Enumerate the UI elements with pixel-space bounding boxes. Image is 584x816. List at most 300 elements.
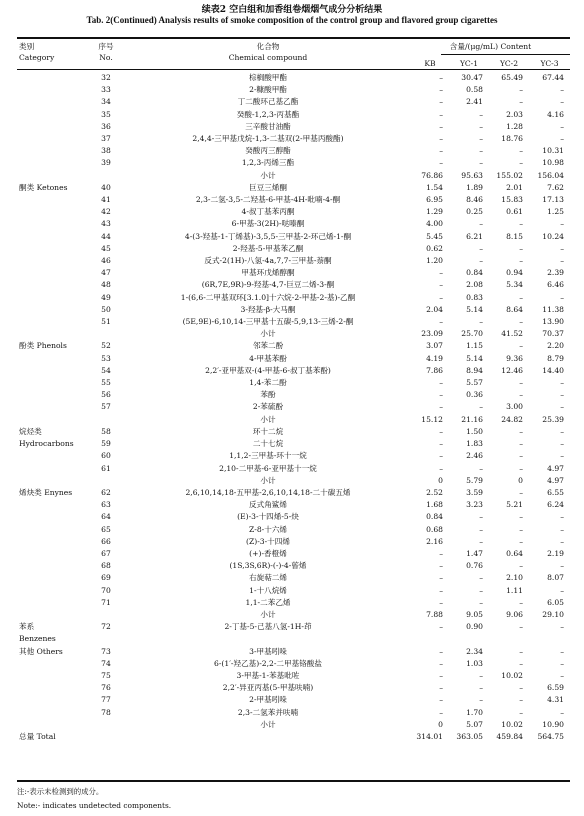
- header-group-kb: KB: [424, 59, 436, 68]
- row-value-yc1: –: [479, 243, 483, 253]
- table-row: [17, 279, 570, 291]
- row-compound: 三辛酸甘油酯: [245, 121, 291, 131]
- row-number: 43: [101, 219, 111, 229]
- row-value-kb: –: [439, 658, 443, 668]
- row-value-kb: –: [439, 146, 443, 156]
- row-compound: 甲基环戊烯醇酮: [241, 268, 295, 278]
- row-value-yc1: 2.34: [466, 646, 483, 656]
- row-compound: 1,1,2-三甲基-环十一烷: [229, 451, 307, 461]
- header-category-cn: 类别: [19, 42, 35, 51]
- row-value-yc2: [489, 633, 529, 645]
- row-compound: 1,2,3-丙烯三酯: [241, 158, 295, 168]
- row-value-yc3: –: [560, 85, 565, 95]
- row-value-kb: 1.20: [426, 256, 443, 266]
- row-value-yc1: 6.21: [466, 231, 483, 241]
- row-compound: Z-8-十六烯: [248, 524, 288, 534]
- row-value-kb: 23.09: [421, 329, 443, 339]
- table-row: [17, 157, 570, 169]
- row-number: 40: [101, 182, 111, 192]
- row-number: [87, 609, 125, 621]
- row-value-yc1: –: [479, 121, 483, 131]
- header-group-yc3: YC-3: [540, 59, 559, 68]
- row-value-yc2: –: [519, 378, 523, 388]
- row-number: 75: [101, 670, 111, 680]
- row-value-kb: 0: [438, 475, 443, 485]
- row-value-kb: –: [439, 439, 443, 449]
- row-value-yc1: 1.89: [466, 182, 483, 192]
- row-category: [17, 145, 87, 157]
- row-category: 酚类 Phenols: [19, 341, 67, 351]
- row-compound: [125, 731, 411, 743]
- header-row-1: [17, 39, 570, 52]
- row-category: [17, 292, 87, 304]
- row-value-yc2: –: [519, 439, 523, 449]
- table-row: [17, 426, 570, 438]
- row-compound: 2,3-二氢苯并呋喃: [237, 707, 299, 717]
- row-category: [17, 707, 87, 719]
- row-value-kb: –: [439, 317, 443, 327]
- row-number: 35: [101, 109, 111, 119]
- row-compound: 反式角鲨烯: [249, 500, 287, 510]
- row-value-yc1: 5.57: [466, 378, 483, 388]
- table-row: [17, 597, 570, 609]
- row-category: [17, 401, 87, 413]
- row-value-yc1: 5.14: [466, 304, 483, 314]
- row-category: [17, 304, 87, 316]
- row-category: [17, 609, 87, 621]
- row-value-kb: 0.62: [426, 243, 443, 253]
- row-compound: 2,2′-亚甲基双-(4-甲基-6-叔丁基苯酚): [205, 365, 331, 375]
- row-value-yc2: –: [519, 85, 523, 95]
- row-number: 69: [101, 573, 111, 583]
- row-value-kb: –: [439, 121, 443, 131]
- row-compound: 2-苯硫酚: [252, 402, 284, 412]
- row-value-yc3: –: [560, 256, 565, 266]
- row-value-yc3: 13.90: [542, 317, 565, 327]
- row-value-yc1: 5.79: [466, 475, 483, 485]
- header-group-yc1: YC-1: [459, 59, 479, 68]
- row-value-yc2: 0: [518, 475, 523, 485]
- row-value-yc3: 8.79: [547, 353, 565, 363]
- row-value-yc3: –: [560, 402, 565, 412]
- table-row: [17, 353, 570, 365]
- row-compound: 癸酸-1,2,3-丙基酯: [236, 109, 300, 119]
- row-value-kb: –: [439, 585, 443, 595]
- table-row: [17, 475, 570, 487]
- row-compound: 2-丁基-5-己基八氢-1H-茚: [224, 622, 312, 632]
- row-category: [17, 585, 87, 597]
- table-row: [17, 670, 570, 682]
- row-value-yc2: –: [519, 683, 523, 693]
- row-number: 71: [101, 597, 111, 607]
- row-value-kb: 314.01: [416, 731, 443, 741]
- row-category: [17, 463, 87, 475]
- row-value-kb: –: [439, 402, 443, 412]
- row-value-yc3: –: [560, 390, 565, 400]
- row-compound: 小计: [260, 609, 276, 619]
- row-category: [17, 499, 87, 511]
- row-value-kb: [411, 633, 449, 645]
- row-value-yc1: 21.16: [461, 414, 483, 424]
- row-number: 37: [101, 134, 111, 144]
- row-category: [17, 377, 87, 389]
- row-category: [17, 658, 87, 670]
- row-value-yc3: –: [560, 219, 565, 229]
- row-value-yc3: 25.39: [542, 414, 565, 424]
- table-row: [17, 694, 570, 706]
- row-value-yc1: 2.46: [466, 451, 483, 461]
- row-category: [17, 694, 87, 706]
- row-value-yc1: –: [479, 256, 483, 266]
- row-compound: [125, 633, 411, 645]
- row-value-yc2: –: [519, 390, 523, 400]
- row-value-kb: –: [439, 695, 443, 705]
- row-value-yc3: 14.40: [542, 365, 565, 375]
- table-row: [17, 414, 570, 426]
- row-value-yc2: –: [519, 341, 523, 351]
- row-value-yc1: –: [479, 683, 483, 693]
- row-number: 77: [101, 695, 111, 705]
- row-number: 72: [101, 622, 111, 632]
- row-compound: 邻苯二酚: [252, 341, 284, 351]
- row-value-yc2: 24.82: [501, 414, 523, 424]
- table-row: [17, 536, 570, 548]
- row-number: 54: [101, 365, 111, 375]
- row-category: [17, 279, 87, 291]
- row-value-yc1: –: [479, 670, 483, 680]
- row-compound: 癸酸丙三醇酯: [245, 146, 291, 156]
- row-category: [17, 524, 87, 536]
- row-value-kb: 2.16: [426, 536, 443, 546]
- row-value-yc2: –: [519, 512, 523, 522]
- table-body: [17, 72, 570, 743]
- row-value-yc2: –: [519, 536, 523, 546]
- row-number: 49: [101, 292, 111, 302]
- table-row: [17, 377, 570, 389]
- row-value-yc1: –: [479, 109, 483, 119]
- row-value-kb: –: [439, 463, 443, 473]
- row-value-yc1: –: [479, 585, 483, 595]
- row-value-yc2: 3.00: [506, 402, 523, 412]
- row-value-yc3: 2.39: [547, 268, 565, 278]
- row-value-kb: –: [439, 97, 443, 107]
- row-category: 烯炔类 Enynes: [19, 487, 73, 497]
- row-value-kb: –: [439, 451, 443, 461]
- row-value-yc3: 10.90: [542, 719, 565, 729]
- table-row: [17, 572, 570, 584]
- table-row: [17, 121, 570, 133]
- row-value-yc1: 3.59: [466, 487, 483, 497]
- row-value-yc3: 6.59: [547, 683, 565, 693]
- row-value-yc1: –: [479, 695, 483, 705]
- row-value-kb: –: [439, 707, 443, 717]
- row-category: Hydrocarbons: [19, 439, 74, 449]
- row-value-yc2: –: [519, 426, 523, 436]
- row-compound: (Z)-3-十四烯: [246, 536, 290, 546]
- row-number: 51: [101, 317, 111, 327]
- row-value-yc2: 459.84: [496, 731, 523, 741]
- row-compound: 3-羟基-β-大马酮: [240, 304, 296, 314]
- row-value-yc1: –: [479, 402, 483, 412]
- row-value-yc2: –: [519, 695, 523, 705]
- table-row: [17, 585, 570, 597]
- row-value-yc1: 1.15: [466, 341, 483, 351]
- row-value-kb: –: [439, 378, 443, 388]
- row-value-yc2: 10.02: [501, 719, 523, 729]
- row-number: [87, 475, 125, 487]
- row-value-yc2: –: [519, 243, 523, 253]
- row-category: 其他 Others: [19, 646, 63, 656]
- row-value-yc3: 156.04: [537, 170, 565, 180]
- row-number: 55: [101, 378, 111, 388]
- row-compound: 2,2′-异亚丙基(5-甲基呋喃): [222, 683, 314, 693]
- row-category: 酮类 Ketones: [19, 182, 68, 192]
- row-category: 烷烃类: [19, 426, 42, 436]
- row-value-yc2: 15.83: [501, 195, 523, 205]
- row-number: 39: [101, 158, 111, 168]
- table-row: [17, 109, 570, 121]
- row-compound: 巨豆三烯酮: [249, 182, 287, 192]
- row-number: [87, 731, 125, 743]
- table-row: [17, 133, 570, 145]
- row-number: 53: [101, 353, 111, 363]
- row-value-yc3: 10.98: [542, 158, 565, 168]
- results-table: [17, 39, 570, 743]
- row-value-yc3: –: [560, 707, 565, 717]
- table-row: [17, 218, 570, 230]
- row-value-yc3: 4.16: [547, 109, 565, 119]
- row-value-yc3: 70.37: [542, 329, 565, 339]
- row-value-yc3: 564.75: [537, 731, 565, 741]
- row-number: [87, 328, 125, 340]
- row-category: [17, 536, 87, 548]
- row-value-yc2: –: [519, 622, 523, 632]
- row-number: 46: [101, 256, 111, 266]
- row-compound: (6R,7E,9R)-9-羟基-4,7-巨豆二烯-3-酮: [201, 280, 335, 290]
- row-category: [17, 389, 87, 401]
- row-compound: 二十七烷: [252, 439, 284, 449]
- row-value-yc1: –: [479, 463, 483, 473]
- row-value-yc1: 5.14: [466, 353, 483, 363]
- table-row: [17, 524, 570, 536]
- row-value-kb: 6.95: [426, 195, 443, 205]
- row-value-kb: –: [439, 646, 443, 656]
- row-number: 76: [101, 683, 111, 693]
- row-value-yc1: 30.47: [461, 73, 483, 82]
- row-value-kb: –: [439, 109, 443, 119]
- row-value-kb: 0: [438, 719, 443, 729]
- row-value-yc3: 1.25: [547, 207, 565, 217]
- row-value-yc2: 1.11: [506, 585, 523, 595]
- row-value-yc2: 12.46: [501, 365, 523, 375]
- row-value-yc1: 0.76: [466, 561, 483, 571]
- row-value-yc1: [449, 633, 489, 645]
- header-no-cn: 序号: [98, 42, 114, 51]
- row-value-yc1: –: [479, 317, 483, 327]
- row-value-kb: 2.04: [426, 304, 443, 314]
- row-value-kb: –: [439, 280, 443, 290]
- row-compound: (1S,3S,6R)-(-)-4-蒈烯: [229, 561, 307, 571]
- table-row: [17, 707, 570, 719]
- table-row: [17, 96, 570, 108]
- row-value-yc2: 9.36: [506, 353, 523, 363]
- row-number: 66: [101, 536, 111, 546]
- row-category: [17, 133, 87, 145]
- table-caption-en: Tab. 2(Continued) Analysis results of smoke composition of the control group and flavored group cigarettes: [86, 15, 498, 25]
- row-number: 41: [101, 195, 111, 205]
- row-value-yc1: 0.58: [466, 85, 483, 95]
- table-row: [17, 438, 570, 450]
- row-compound: 2,6,10,14,18-五甲基-2,6,10,14,18-二十碳五烯: [185, 487, 351, 497]
- row-value-yc3: –: [560, 97, 565, 107]
- row-value-yc2: 5.34: [506, 280, 523, 290]
- row-value-yc3: –: [560, 561, 565, 571]
- row-category: [17, 682, 87, 694]
- row-value-yc2: 155.02: [496, 170, 523, 180]
- row-category: 总量 Total: [19, 731, 56, 741]
- row-value-yc2: –: [519, 646, 523, 656]
- row-value-yc1: 25.70: [461, 329, 483, 339]
- table-row: [17, 621, 570, 633]
- row-number: 63: [101, 500, 111, 510]
- row-number: 38: [101, 146, 111, 156]
- row-compound: (+)-香橙烯: [249, 548, 287, 558]
- row-value-kb: 3.07: [426, 341, 443, 351]
- row-value-yc2: –: [519, 707, 523, 717]
- row-value-yc3: –: [560, 451, 565, 461]
- row-category: [17, 267, 87, 279]
- row-value-yc1: 8.94: [466, 365, 483, 375]
- row-number: 57: [101, 402, 111, 412]
- row-value-kb: –: [439, 573, 443, 583]
- row-compound: 1,4-苯二酚: [249, 378, 287, 388]
- row-value-yc3: 11.38: [542, 304, 565, 314]
- table-row: [17, 548, 570, 560]
- row-category: [17, 316, 87, 328]
- row-value-yc1: 0.84: [466, 268, 483, 278]
- row-compound: 2-糠酸甲酯: [249, 85, 287, 95]
- row-value-yc1: –: [479, 146, 483, 156]
- row-value-yc3: 10.24: [542, 231, 565, 241]
- row-value-kb: 1.29: [426, 207, 443, 217]
- row-value-yc2: –: [519, 146, 523, 156]
- row-compound: 4-(3-羟基-1-丁烯基)-3,5,5-三甲基-2-环己烯-1-酮: [184, 231, 352, 241]
- row-number: [87, 414, 125, 426]
- table-row: [17, 731, 570, 743]
- row-compound: 2-甲基吲哚: [249, 695, 287, 705]
- row-number: 61: [101, 463, 111, 473]
- table-row: [17, 682, 570, 694]
- row-value-yc3: 6.24: [547, 500, 565, 510]
- row-number: 32: [101, 73, 111, 82]
- row-category: [17, 157, 87, 169]
- row-number: [87, 170, 125, 182]
- row-value-kb: 7.88: [426, 609, 443, 619]
- row-value-kb: –: [439, 683, 443, 693]
- row-value-kb: –: [439, 561, 443, 571]
- table-row: [17, 328, 570, 340]
- row-value-kb: 76.86: [421, 170, 443, 180]
- row-value-yc3: 2.20: [547, 341, 565, 351]
- row-number: 64: [101, 512, 111, 522]
- row-value-yc3: 2.19: [547, 548, 565, 558]
- row-value-kb: 2.52: [426, 487, 443, 497]
- row-compound: 2-羟基-5-甲基苯乙酮: [232, 243, 304, 253]
- row-value-yc1: 5.07: [466, 719, 483, 729]
- header-compound-cn: 化合物: [256, 42, 280, 51]
- row-value-yc1: –: [479, 134, 483, 144]
- table-row: [17, 511, 570, 523]
- row-value-yc3: 4.97: [547, 475, 565, 485]
- row-value-yc2: 18.76: [501, 134, 523, 144]
- row-value-yc1: 1.47: [466, 548, 483, 558]
- row-value-yc1: 0.36: [466, 390, 483, 400]
- row-category: [17, 84, 87, 96]
- row-value-yc2: –: [519, 97, 523, 107]
- row-category: [17, 548, 87, 560]
- row-value-yc2: –: [519, 292, 523, 302]
- row-value-kb: –: [439, 670, 443, 680]
- table-row: [17, 646, 570, 658]
- header-rule: [17, 69, 570, 70]
- row-value-yc3: –: [560, 524, 565, 534]
- row-compound: 2,3-二氢-3,5-二羟基-6-甲基-4H-吡喃-4-酮: [195, 195, 341, 205]
- row-category: [17, 170, 87, 182]
- row-compound: 丁二酸环己基乙酯: [237, 97, 299, 107]
- table-row: [17, 194, 570, 206]
- row-number: 74: [101, 658, 111, 668]
- row-number: 78: [101, 707, 111, 717]
- row-value-yc3: –: [560, 512, 565, 522]
- row-value-yc1: 2.41: [466, 97, 483, 107]
- row-category: [17, 243, 87, 255]
- row-number: 65: [101, 524, 111, 534]
- row-value-yc2: –: [519, 524, 523, 534]
- row-category: [17, 109, 87, 121]
- note-en: Note:- indicates undetected components.: [17, 801, 172, 810]
- row-value-yc3: –: [560, 426, 565, 436]
- row-value-yc2: 2.10: [506, 573, 523, 583]
- row-compound: 1-十八烷烯: [249, 585, 287, 595]
- table-row: [17, 182, 570, 194]
- row-value-kb: 0.68: [426, 524, 443, 534]
- row-compound: 苯酚: [260, 390, 276, 400]
- row-category: [17, 72, 87, 84]
- row-category: [17, 560, 87, 572]
- row-number: 67: [101, 548, 111, 558]
- row-value-yc1: 1.83: [466, 439, 483, 449]
- row-category: [17, 365, 87, 377]
- row-value-yc1: 95.63: [461, 170, 483, 180]
- row-value-yc3: 17.13: [542, 195, 565, 205]
- table-row: [17, 719, 570, 731]
- row-compound: 6-(1′-羟乙基)-2,2-二甲基铬酸盐: [214, 658, 322, 668]
- table-row: [17, 365, 570, 377]
- row-category: [17, 121, 87, 133]
- row-value-yc3: 6.46: [547, 280, 565, 290]
- row-value-kb: 1.68: [426, 500, 443, 510]
- row-number: 45: [101, 243, 111, 253]
- row-value-yc2: –: [519, 317, 523, 327]
- row-value-yc3: –: [560, 585, 565, 595]
- row-value-yc1: 0.90: [466, 622, 483, 632]
- row-value-kb: 7.86: [426, 365, 443, 375]
- row-value-yc1: 1.50: [466, 426, 483, 436]
- row-compound: 右旋萜二烯: [249, 573, 287, 583]
- row-category: [17, 414, 87, 426]
- row-value-yc3: 10.31: [542, 146, 565, 156]
- row-value-yc1: 0.25: [466, 207, 483, 217]
